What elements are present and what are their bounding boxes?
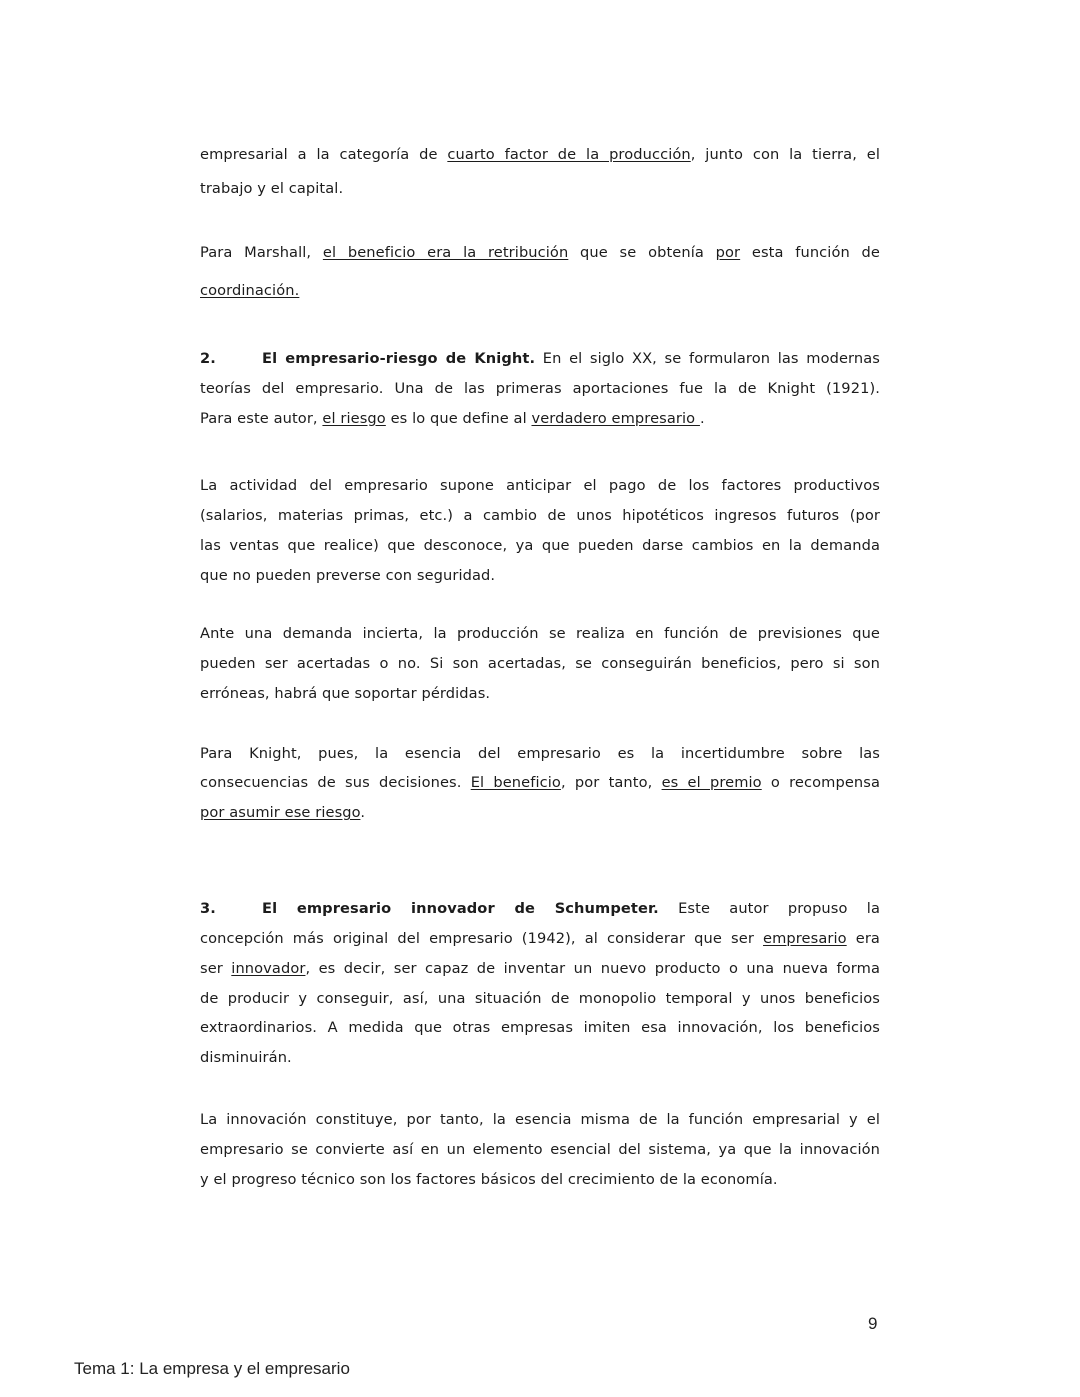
underlined-text: por asumir ese riesgo [200,804,361,821]
text-segment: que se obtenía [568,244,716,261]
section-heading: El empresario innovador de Schumpeter. [262,900,659,917]
text-line [200,929,880,949]
text-segment: consecuencias de sus decisiones. [200,774,471,791]
page-number: 9 [868,1314,878,1333]
text-segment: empresario se convierte así en un elemento esencial del sistema, ya que la innovación [200,1141,880,1158]
text-line [200,536,880,556]
text-line [200,624,880,644]
text-segment: de producir y conseguir, así, una situación de monopolio temporal y unos beneficios [200,990,880,1007]
section-heading: El empresario-riesgo de Knight. [262,350,536,367]
section-number: 2. [200,350,216,367]
underlined-text: verdadero empresario [531,410,700,427]
underlined-text: coordinación. [200,282,300,299]
underlined-text: el beneficio era la retribución [322,244,569,261]
text-segment: Este autor propuso la [658,900,880,917]
section-number: 3. [200,900,216,917]
underlined-text: el riesgo [322,410,386,427]
text-segment: y el progreso técnico son los factores básicos del crecimiento de la economía. [200,1171,778,1188]
text-segment: , es decir, ser capaz de inventar un nuevo producto o una nueva forma [305,960,881,977]
text-line [200,1018,880,1038]
underlined-text: por [715,244,741,261]
text-line [200,409,880,429]
underlined-text: es el premio [661,774,762,791]
text-segment: o recompensa [761,774,881,791]
underlined-text: innovador [231,960,306,977]
text-segment: En el siglo XX, se formularon las modernas [535,350,880,367]
text-line [200,803,880,823]
text-segment: , por tanto, [560,774,662,791]
text-line [200,654,880,674]
text-segment: (salarios, materias primas, etc.) a cambio de unos hipotéticos ingresos futuros (por [200,507,880,524]
text-line [200,684,880,704]
text-line [200,476,880,496]
text-segment: Para Marshall, [200,244,323,261]
text-segment: trabajo y el capital. [200,180,344,197]
text-segment: las ventas que realice) que desconoce, ya que pueden darse cambios en la demanda [200,537,880,554]
text-segment: La innovación constituye, por tanto, la esencia misma de la función empresarial y el [200,1111,880,1128]
text-line [200,1170,880,1190]
text-line [200,349,880,369]
text-segment: que no pueden preverse con seguridad. [200,567,496,584]
text-line [200,179,880,199]
text-line [200,773,880,793]
text-segment: disminuirán. [200,1049,292,1066]
text-segment: concepción más original del empresario (1942), al considerar que ser [200,930,764,947]
text-segment: teorías del empresario. Una de las primeras aportaciones fue la de Knight (1921). [200,380,880,397]
text-line [200,243,880,263]
text-segment: Ante una demanda incierta, la producción se realiza en función de previsiones que [200,625,880,642]
footer-title: Tema 1: La empresa y el empresario [74,1359,350,1378]
text-segment: , junto con la tierra, el [690,146,880,163]
text-segment: . [360,804,366,821]
text-line [200,506,880,526]
text-segment: pueden ser acertadas o no. Si son acertadas, se conseguirán beneficios, pero si son [200,655,880,672]
text-line [200,899,880,919]
text-segment: esta función de [740,244,881,261]
text-segment: es lo que define al [385,410,532,427]
text-line [200,959,880,979]
text-segment: empresarial a la categoría de [200,146,448,163]
text-line [200,566,880,586]
text-line [200,145,880,165]
text-segment: La actividad del empresario supone anticipar el pago de los factores productivos [200,477,880,494]
underlined-text: El beneficio [470,774,561,791]
text-segment: Para este autor, [200,410,323,427]
text-segment: ser [200,960,232,977]
text-segment: Para Knight, pues, la esencia del empresario es la incertidumbre sobre las [200,745,880,762]
underlined-text: cuarto factor de la producción [447,146,691,163]
text-line [200,744,880,764]
text-line [200,1048,880,1068]
text-line [200,379,880,399]
text-line [200,989,880,1009]
underlined-text: empresario [763,930,847,947]
text-segment: erróneas, habrá que soportar pérdidas. [200,685,491,702]
text-line [200,281,880,301]
text-segment: . [699,410,705,427]
text-segment: extraordinarios. A medida que otras empresas imiten esa innovación, los beneficios [200,1019,880,1036]
text-segment: era [846,930,880,947]
text-line [200,1140,880,1160]
text-line [200,1110,880,1130]
